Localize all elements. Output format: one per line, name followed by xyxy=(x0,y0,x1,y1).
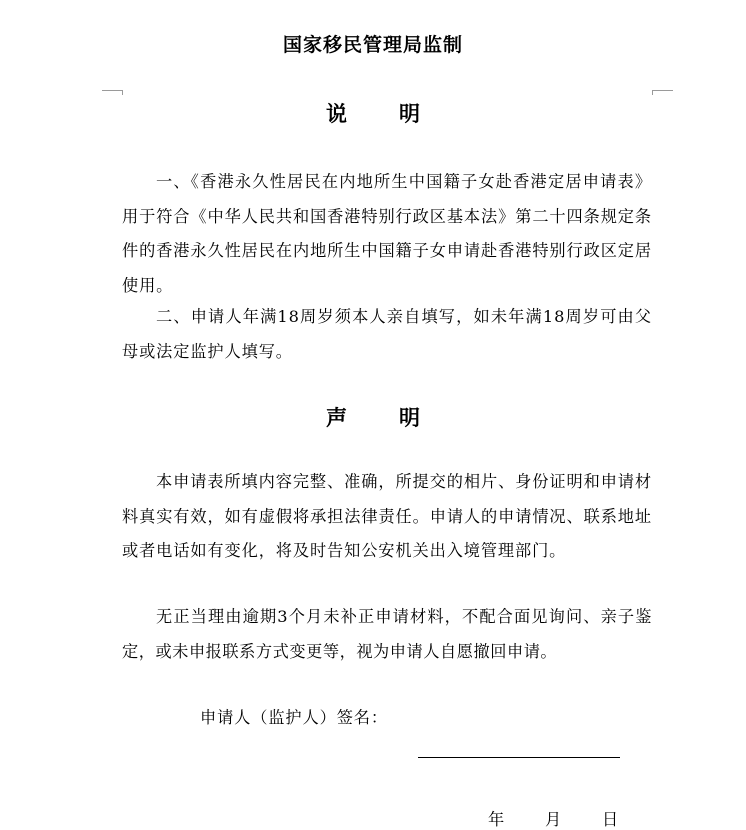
explanation-title-left: 说 xyxy=(326,102,347,126)
page-corner-mark-right xyxy=(652,90,673,95)
issuer-header: 国家移民管理局监制 xyxy=(282,34,463,56)
declaration-title-right: 明 xyxy=(399,406,420,430)
date-month-label: 月 xyxy=(545,810,562,829)
date-year-label: 年 xyxy=(488,810,505,829)
explanation-title xyxy=(0,98,746,128)
signature-line[interactable] xyxy=(418,757,620,758)
explanation-paragraph-1: 一、《香港永久性居民在内地所生中国籍子女赴香港定居申请表》用于符合《中华人民共和国香港特别行政区基本法》第二十四条规定条件的香港永久性居民在内地所生中国籍子女申请赴香港特别行政区定居使用。 xyxy=(122,172,652,295)
declaration-paragraph-1: 本申请表所填内容完整、准确，所提交的相片、身份证明和申请材料真实有效，如有虚假将承担法律责任。申请人的申请情况、联系地址或者电话如有变化，将及时告知公安机关出入境管理部门。 xyxy=(122,472,652,560)
declaration-title-left: 声 xyxy=(326,406,347,430)
page-corner-mark-left xyxy=(102,90,123,95)
explanation-paragraph-2: 二、申请人年满18周岁须本人亲自填写，如未年满18周岁可由父母或法定监护人填写。 xyxy=(122,307,652,361)
explanation-title-right: 明 xyxy=(399,102,420,126)
signature-label: 申请人（监护人）签名： xyxy=(200,708,388,727)
declaration-title xyxy=(0,402,746,432)
date-day-label: 日 xyxy=(602,810,619,829)
declaration-paragraph-2: 无正当理由逾期3个月未补正申请材料，不配合面见询问、亲子鉴定，或未申报联系方式变更等，视为申请人自愿撤回申请。 xyxy=(122,607,652,661)
